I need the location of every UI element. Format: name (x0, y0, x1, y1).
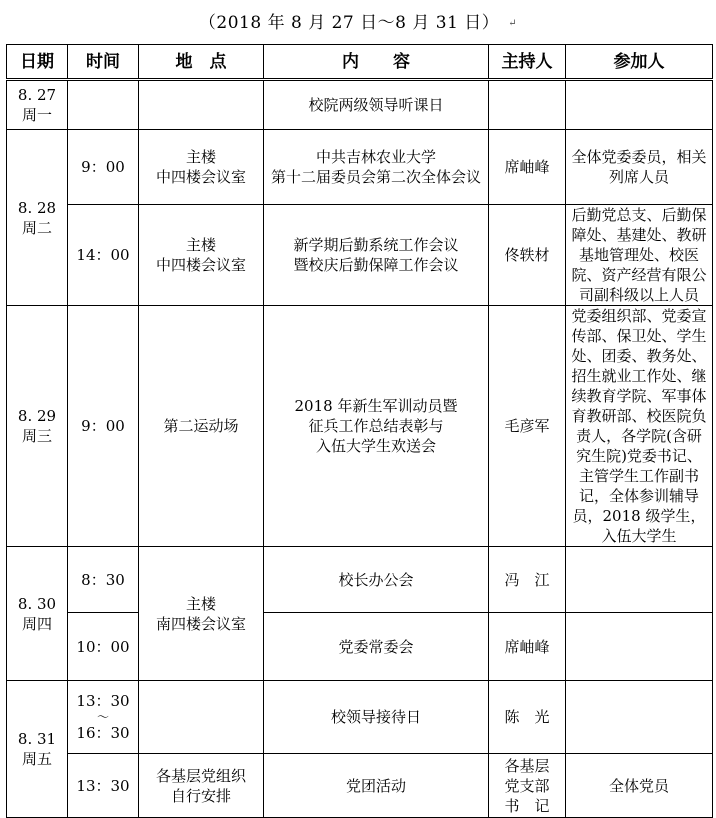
date-text: 8. 30 (17, 594, 57, 613)
weekday-text: 周五 (21, 750, 52, 768)
content-cell: 党团活动 (264, 754, 489, 818)
table-row (7, 613, 713, 681)
content-line: 2018 年新生军训动员暨 (294, 397, 458, 415)
header-place: 地 点 (139, 45, 264, 80)
schedule-table (6, 44, 713, 818)
header-content: 内 容 (264, 45, 489, 80)
schedule-title (0, 8, 716, 33)
content-cell (264, 130, 489, 205)
date-cell (7, 547, 68, 681)
weekday-text: 周四 (21, 614, 52, 633)
header-row (7, 45, 713, 80)
host-cell (489, 80, 566, 130)
content-line: 暨校庆后勤保障工作会议 (293, 256, 459, 274)
host-line: 各基层 (504, 756, 550, 775)
place-cell (139, 681, 264, 754)
weekday-text: 周三 (21, 427, 52, 445)
content-line: 新学期后勤系统工作会议 (293, 236, 459, 254)
content-cell: 校长办公会 (264, 547, 489, 613)
host-cell: 毛彦军 (489, 306, 566, 547)
content-cell: 校领导接待日 (264, 681, 489, 754)
place-cell: 第二运动场 (139, 306, 264, 547)
participants-cell (566, 613, 713, 681)
host-cell: 佟轶材 (489, 205, 566, 306)
content-cell: 党委常委会 (264, 613, 489, 681)
table-row (7, 205, 713, 306)
table-row (7, 547, 713, 613)
date-text: 8. 28 (17, 198, 57, 217)
host-line: 书 记 (504, 796, 550, 815)
place-cell (139, 205, 264, 306)
participants-cell (566, 681, 713, 754)
date-text: 8. 29 (17, 407, 57, 425)
date-cell (7, 130, 68, 306)
place-line: 中四楼会议室 (155, 256, 246, 274)
host-cell: 席岫峰 (489, 130, 566, 205)
time-line: 16：30 (76, 724, 130, 742)
participants-cell: 全体党委委员，相关列席人员 (566, 130, 713, 205)
header-host: 主持人 (489, 45, 566, 80)
place-line: 主楼 (185, 594, 216, 613)
place-cell (139, 547, 264, 681)
table-row (7, 80, 713, 130)
host-cell: 席岫峰 (489, 613, 566, 681)
place-line: 自行安排 (170, 786, 231, 805)
header-participants: 参加人 (566, 45, 713, 80)
date-text: 8. 31 (17, 730, 57, 748)
content-cell (264, 205, 489, 306)
content-line: 第十二届委员会第二次全体会议 (270, 168, 481, 186)
place-line: 主楼 (185, 148, 216, 166)
date-cell (7, 681, 68, 818)
participants-cell (566, 547, 713, 613)
place-line: 各基层党组织 (155, 766, 246, 785)
time-cell (68, 681, 139, 754)
time-cell: 14：00 (68, 205, 139, 306)
date-cell (7, 80, 68, 130)
time-line: ～ (96, 710, 109, 724)
weekday-text: 周一 (21, 106, 52, 124)
place-line: 中四楼会议室 (155, 168, 246, 186)
place-line: 南四楼会议室 (155, 614, 246, 633)
host-cell: 冯 江 (489, 547, 566, 613)
date-text: 8. 27 (17, 86, 57, 104)
content-cell (264, 306, 489, 547)
participants-cell: 后勤党总支、后勤保障处、基建处、教研基地管理处、校医院、资产经营有限公司副科级以上人员 (566, 205, 713, 306)
host-cell (489, 754, 566, 818)
participants-cell (566, 80, 713, 130)
title-text: （2018 年 8 月 27 日～8 月 31 日） (198, 13, 500, 33)
time-line: 13：30 (76, 692, 130, 710)
table-row (7, 306, 713, 547)
content-line: 征兵工作总结表彰与 (308, 417, 444, 435)
time-cell: 8：30 (68, 547, 139, 613)
content-line: 中共吉林农业大学 (315, 148, 436, 166)
host-line: 党支部 (504, 776, 550, 795)
time-cell: 10：00 (68, 613, 139, 681)
time-cell: 13：30 (68, 754, 139, 818)
content-cell: 校院两级领导听课日 (264, 80, 489, 130)
date-cell (7, 306, 68, 547)
weekday-text: 周二 (21, 218, 52, 237)
header-time: 时间 (68, 45, 139, 80)
paragraph-mark-icon: ↵ (508, 18, 518, 29)
place-cell (139, 754, 264, 818)
header-date: 日期 (7, 45, 68, 80)
host-cell: 陈 光 (489, 681, 566, 754)
place-cell (139, 130, 264, 205)
table-row (7, 681, 713, 754)
table-row (7, 130, 713, 205)
participants-cell: 全体党员 (566, 754, 713, 818)
table-row (7, 754, 713, 818)
place-line: 主楼 (185, 236, 216, 254)
time-cell: 9：00 (68, 306, 139, 547)
content-line: 入伍大学生欢送会 (315, 437, 436, 455)
place-cell (139, 80, 264, 130)
participants-cell: 党委组织部、党委宣传部、保卫处、学生处、团委、教务处、招生就业工作处、继续教育学院、军事体育教研部、校医院负责人，各学院(含研究生院)党委书记、主管学生工作副书记，全体参训辅导员，2018 级学生，入伍大学生 (566, 306, 713, 547)
time-cell: 9：00 (68, 130, 139, 205)
time-cell (68, 80, 139, 130)
